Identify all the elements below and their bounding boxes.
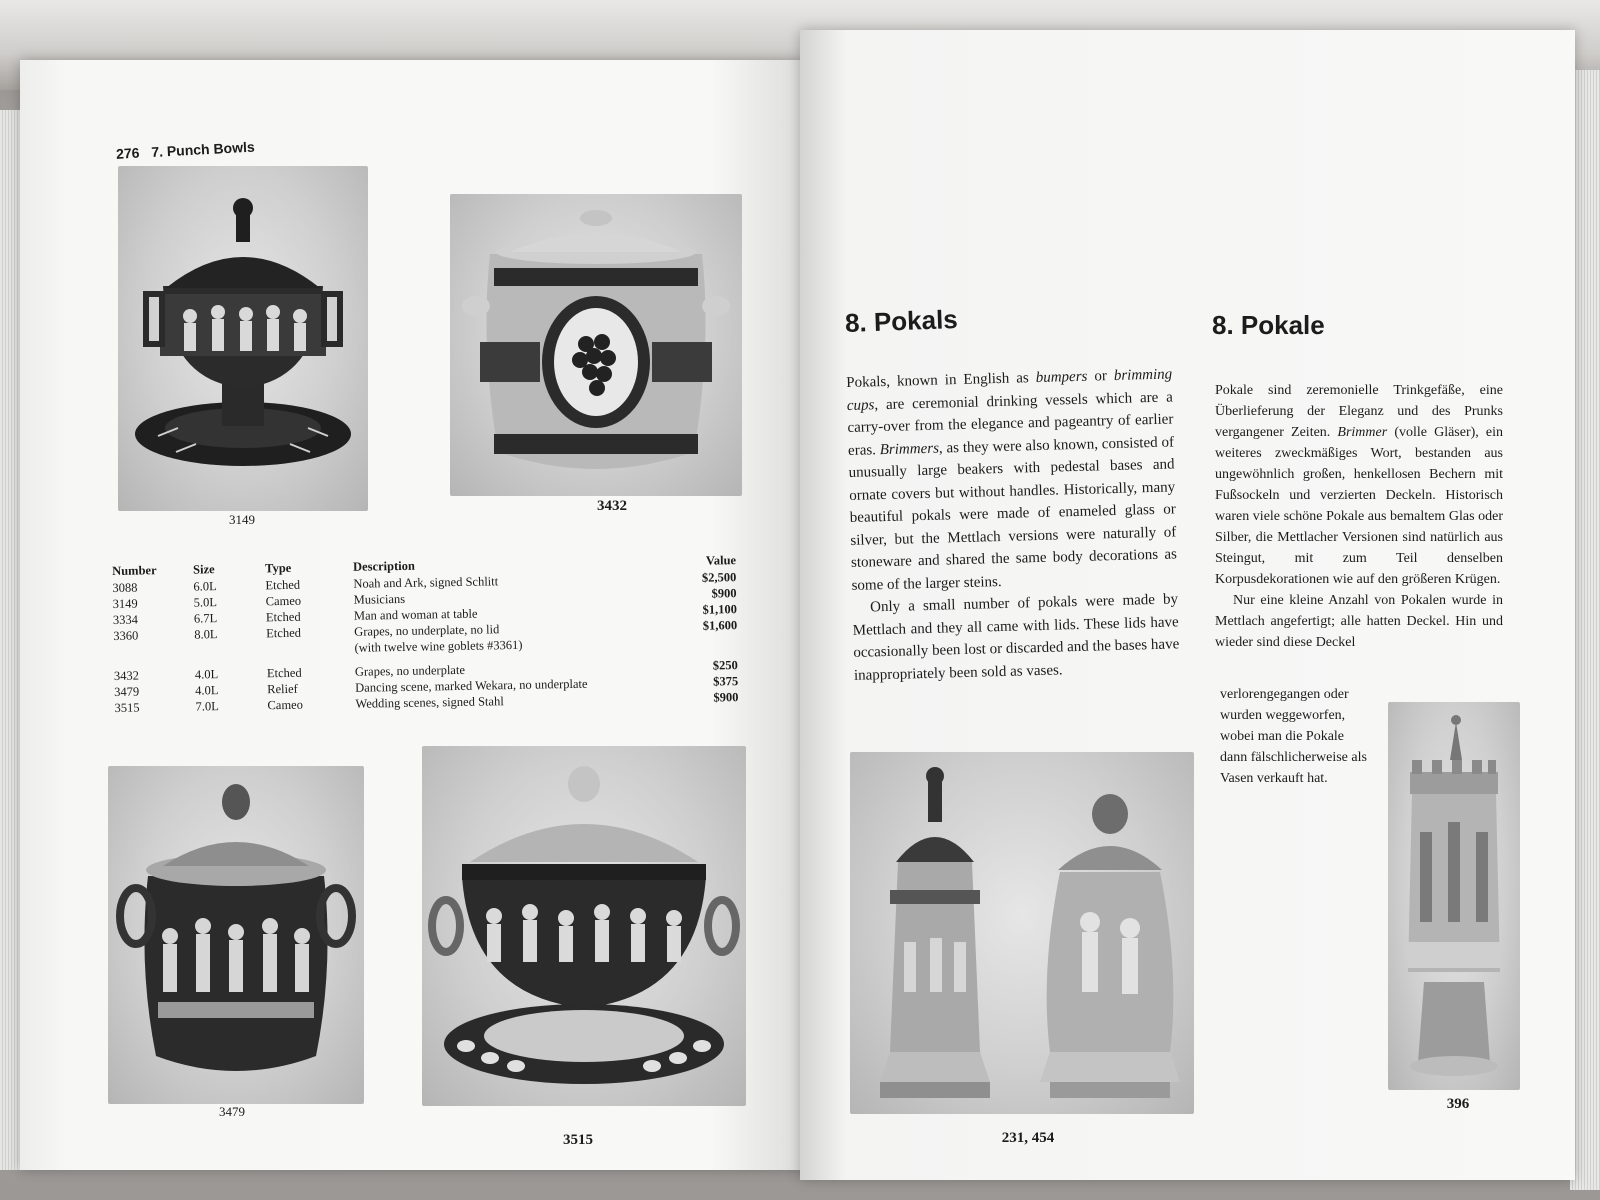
cell-size: 4.0L bbox=[194, 667, 219, 682]
column-header-type: Type bbox=[264, 560, 292, 576]
cell-value bbox=[667, 633, 743, 650]
english-paragraph-1 bbox=[846, 363, 1178, 596]
caption-231-454: 231, 454 bbox=[1001, 1130, 1055, 1146]
cell-description: Grapes, no underplate bbox=[354, 662, 466, 679]
barrel-bowl-illustration bbox=[450, 194, 742, 496]
caption-3432: 3432 bbox=[597, 498, 627, 514]
cell-description: (with twelve wine goblets #3361) bbox=[354, 637, 523, 655]
cell-type: Etched bbox=[265, 609, 301, 625]
relief-bowl-illustration bbox=[108, 766, 364, 1104]
text-emphasis: bumpers bbox=[1035, 368, 1088, 387]
cell-value: $2,500 bbox=[701, 570, 737, 585]
cell-number bbox=[113, 643, 194, 660]
cell-type: Cameo bbox=[267, 697, 304, 713]
caption-3515: 3515 bbox=[563, 1132, 593, 1148]
column-header-number: Number bbox=[112, 563, 157, 578]
chapter-title: 7. Punch Bowls bbox=[150, 138, 256, 160]
text-run: , are ceremonial drinking vessels which are a carry-over from the elegance and pageantry of earlier eras. bbox=[847, 388, 1174, 459]
cell-value: $250 bbox=[712, 658, 738, 673]
gothic-pokal-illustration bbox=[1388, 702, 1520, 1090]
text-run: , as they were also known, consisted of unusually large beakers with pedestal bases and ornate covers but without handles. Historically, many beautiful pokals were made of enameled glass or silver, but the Mettlach versions were naturally of stoneware and shared the same body decorations as some of the larger steins. bbox=[848, 433, 1178, 594]
cell-number: 3360 bbox=[113, 628, 139, 643]
german-paragraph-1 bbox=[1215, 380, 1503, 590]
cameo-bowl-illustration bbox=[422, 746, 746, 1106]
caption-396: 396 bbox=[1446, 1096, 1470, 1112]
cell-type: Etched bbox=[266, 625, 302, 641]
punch-bowl-illustration bbox=[118, 166, 368, 511]
photo-pokals-231-454 bbox=[850, 752, 1194, 1114]
cell-value: $900 bbox=[713, 690, 739, 705]
cell-value: $375 bbox=[713, 674, 739, 689]
text-run: Pokals, known in English as bbox=[846, 370, 1036, 391]
cell-description: Noah and Ark, signed Schlitt bbox=[353, 574, 499, 591]
german-text bbox=[1215, 380, 1503, 653]
cell-number: 3149 bbox=[112, 596, 138, 611]
value-table bbox=[112, 553, 745, 716]
text-emphasis: Brimmer bbox=[1337, 425, 1388, 440]
text-emphasis: brimming cups bbox=[846, 366, 1173, 414]
cell-type: Etched bbox=[265, 577, 301, 593]
cell-number: 3515 bbox=[114, 700, 140, 715]
photo-punch-bowl-3432 bbox=[450, 194, 742, 496]
cell-size: 5.0L bbox=[193, 595, 218, 610]
heading-english: 8. Pokals bbox=[844, 304, 959, 338]
pokals-illustration bbox=[850, 752, 1194, 1114]
text-run: or bbox=[1087, 367, 1115, 385]
column-header-size: Size bbox=[192, 562, 215, 577]
cell-description: Musicians bbox=[353, 591, 406, 607]
german-paragraph-2: Nur eine kleine Anzahl von Pokalen wurde in Mettlach angefertigt; alle hatten Deckel. Hin und wieder sind diese Deckel bbox=[1215, 593, 1503, 650]
cell-size: 6.0L bbox=[193, 579, 217, 594]
column-header-description: Description bbox=[352, 558, 416, 574]
photo-punch-bowl-3479 bbox=[108, 766, 364, 1104]
cell-size: 4.0L bbox=[195, 683, 219, 698]
photo-punch-bowl-3149 bbox=[118, 166, 368, 511]
cell-type bbox=[266, 640, 354, 658]
heading-german: 8. Pokale bbox=[1212, 310, 1325, 340]
column-header-value: Value bbox=[705, 553, 737, 568]
cell-number: 3088 bbox=[112, 580, 138, 595]
cell-value: $1,600 bbox=[702, 618, 738, 633]
cell-size: 7.0L bbox=[195, 699, 219, 714]
cell-description: Dancing scene, marked Wekara, no underplate bbox=[355, 676, 588, 695]
cell-value: $900 bbox=[711, 586, 737, 601]
cell-size bbox=[194, 641, 266, 658]
page-number: 276 bbox=[115, 144, 140, 162]
photo-punch-bowl-3515 bbox=[422, 746, 746, 1106]
cell-number: 3432 bbox=[113, 668, 140, 683]
cell-description: Grapes, no underplate, no lid bbox=[354, 622, 500, 639]
german-paragraph-2-continued: verlorengegangen oder wurden weggeworfen, wobei man die Pokale dann fälschlicherweise als Vasen verkauft hat. bbox=[1220, 687, 1367, 786]
cell-type: Etched bbox=[266, 665, 302, 681]
cell-size: 6.7L bbox=[193, 611, 218, 626]
cell-value: $1,100 bbox=[702, 602, 738, 617]
cell-type: Cameo bbox=[265, 593, 302, 609]
caption-3479: 3479 bbox=[219, 1104, 245, 1119]
text-emphasis: Brimmers bbox=[879, 440, 940, 458]
photo-pokal-396 bbox=[1388, 702, 1520, 1090]
caption-3149: 3149 bbox=[229, 512, 255, 527]
cell-number: 3479 bbox=[114, 684, 140, 699]
cell-type: Relief bbox=[267, 681, 298, 697]
english-paragraph-2: Only a small number of pokals were made by Mettlach and they all came with lids. These lids have occasionally been lost or discarded and the bases have inappropriately been sold as vases. bbox=[852, 591, 1180, 684]
text-run: Pokale sind zeremonielle Trinkgefäße, eine Überlieferung der Eleganz und des Prunks vergangener Zeiten. bbox=[1215, 383, 1503, 440]
english-text bbox=[846, 363, 1180, 686]
cell-description: Wedding scenes, signed Stahl bbox=[355, 694, 504, 711]
cell-number: 3334 bbox=[112, 612, 139, 627]
text-run: (volle Gläser), ein weiteres zweckmäßiges Wort, bestanden aus ungewöhnlich großen, henkellosen Bechern mit Fußsockeln und verzierten Deckeln. Historisch waren viele schöne Pokale aus bemaltem Glas oder Silber, die Mettlacher Versionen sind natürlich aus Steingut, mit zum Teil denselben Korpusdekorationen wie auf den größeren Krügen. bbox=[1215, 425, 1503, 587]
cell-size: 8.0L bbox=[194, 627, 218, 642]
cell-description: Man and woman at table bbox=[353, 606, 478, 623]
